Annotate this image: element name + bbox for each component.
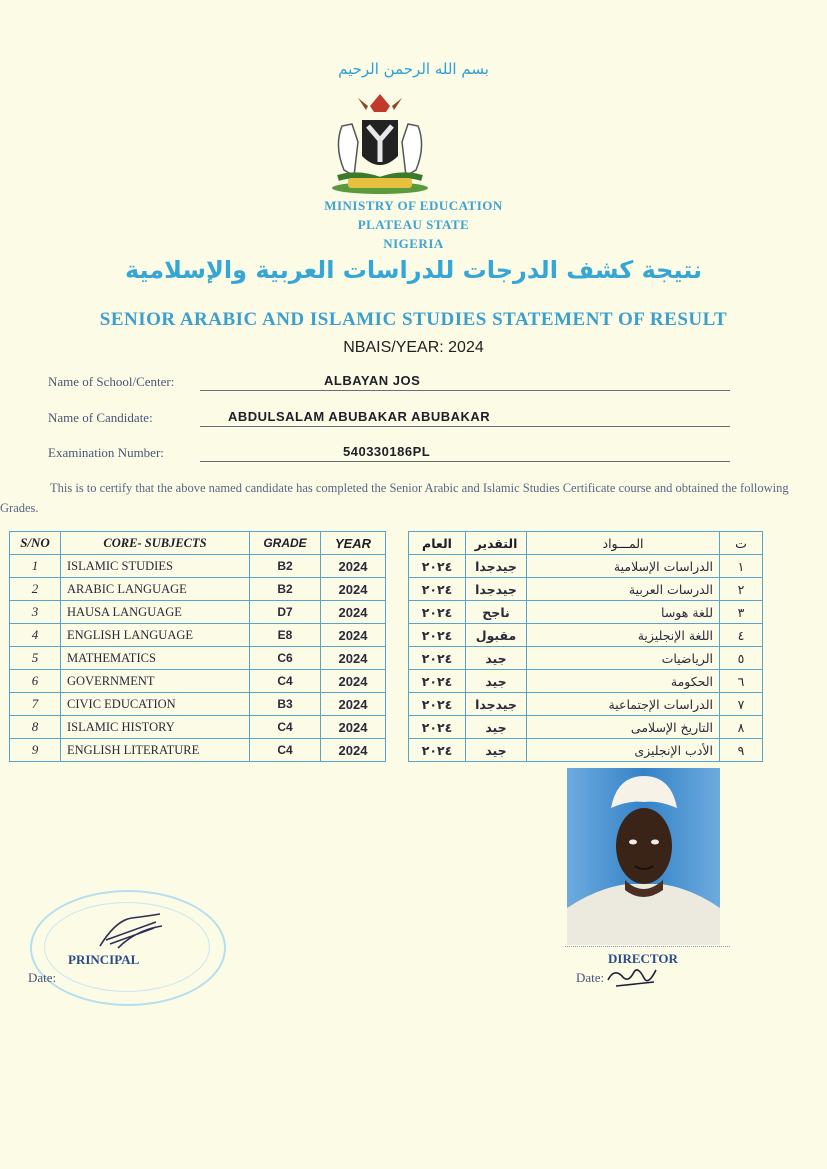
arabic-title: نتيجة كشف الدرجات للدراسات العربية والإسلامية xyxy=(124,256,703,284)
table-row xyxy=(10,670,386,693)
row-arabic-year: ٢٠٢٤ xyxy=(409,601,466,624)
row-sno: 1 xyxy=(10,555,61,578)
table-row xyxy=(409,601,763,624)
row-arabic-grade: جيد xyxy=(466,739,527,762)
row-arabic-number: ١ xyxy=(720,555,763,578)
row-year: 2024 xyxy=(321,670,386,693)
row-arabic-subject: الحكومة xyxy=(527,670,720,693)
row-year: 2024 xyxy=(321,578,386,601)
row-arabic-grade: جيدجدا xyxy=(466,693,527,716)
row-arabic-subject: التاريخ الإسلامى xyxy=(527,716,720,739)
table-header-row xyxy=(10,532,386,555)
header-year: YEAR xyxy=(321,532,386,555)
candidate-line xyxy=(200,408,730,427)
exam-line xyxy=(200,443,730,462)
bismillah: بسم الله الرحمن الرحيم xyxy=(338,60,489,78)
table-row xyxy=(409,555,763,578)
country-name: NIGERIA xyxy=(383,236,444,251)
row-arabic-grade: جيدجدا xyxy=(466,578,527,601)
table-row xyxy=(409,693,763,716)
english-title: SENIOR ARABIC AND ISLAMIC STUDIES STATEMENT OF RESULT xyxy=(99,309,728,330)
school-line xyxy=(200,372,730,391)
arabic-subjects-table xyxy=(408,531,763,762)
row-grade: B3 xyxy=(250,693,321,716)
row-year: 2024 xyxy=(321,739,386,762)
row-arabic-number: ٦ xyxy=(720,670,763,693)
candidate-label: Name of Candidate: xyxy=(48,410,153,425)
table-row xyxy=(409,716,763,739)
row-grade: B2 xyxy=(250,578,321,601)
row-subject: ISLAMIC STUDIES xyxy=(61,555,250,578)
row-year: 2024 xyxy=(321,693,386,716)
state-name: PLATEAU STATE xyxy=(357,217,470,232)
candidate-value: ABDULSALAM ABUBAKAR ABUBAKAR xyxy=(228,409,491,424)
row-arabic-grade: مقبول xyxy=(466,624,527,647)
table-header-row xyxy=(409,532,763,555)
row-sno: 3 xyxy=(10,601,61,624)
row-subject: ENGLISH LANGUAGE xyxy=(61,624,250,647)
row-sno: 2 xyxy=(10,578,61,601)
table-row xyxy=(10,601,386,624)
row-grade: D7 xyxy=(250,601,321,624)
row-arabic-grade: جيد xyxy=(466,716,527,739)
row-arabic-year: ٢٠٢٤ xyxy=(409,693,466,716)
row-arabic-grade: جيد xyxy=(466,670,527,693)
row-arabic-number: ٨ xyxy=(720,716,763,739)
row-grade: E8 xyxy=(250,624,321,647)
row-subject: ENGLISH LITERATURE xyxy=(61,739,250,762)
row-subject: ARABIC LANGUAGE xyxy=(61,578,250,601)
row-arabic-subject: اللغة الإنجليزية xyxy=(527,624,720,647)
row-grade: C4 xyxy=(250,670,321,693)
row-subject: CIVIC EDUCATION xyxy=(61,693,250,716)
row-arabic-year: ٢٠٢٤ xyxy=(409,739,466,762)
header-arabic-year: العام xyxy=(409,532,466,555)
row-arabic-subject: الأدب الإنجليزى xyxy=(527,739,720,762)
row-subject: MATHEMATICS xyxy=(61,647,250,670)
row-year: 2024 xyxy=(321,601,386,624)
row-arabic-number: ٥ xyxy=(720,647,763,670)
row-arabic-number: ٧ xyxy=(720,693,763,716)
director-signature-icon xyxy=(604,962,660,990)
row-arabic-subject: الدراسات الإجتماعية xyxy=(527,693,720,716)
row-arabic-grade: جيدجدا xyxy=(466,555,527,578)
ministry-name: MINISTRY OF EDUCATION xyxy=(324,198,503,213)
row-arabic-number: ٢ xyxy=(720,578,763,601)
director-label: DIRECTOR xyxy=(608,951,678,966)
header-grade: GRADE xyxy=(250,532,321,555)
table-row xyxy=(10,624,386,647)
table-row xyxy=(10,578,386,601)
row-arabic-grade: جيد xyxy=(466,647,527,670)
row-grade: C4 xyxy=(250,739,321,762)
header-arabic-subjects: المـــواد xyxy=(527,532,720,555)
row-sno: 4 xyxy=(10,624,61,647)
row-grade: C6 xyxy=(250,647,321,670)
row-arabic-grade: ناجح xyxy=(466,601,527,624)
row-arabic-year: ٢٠٢٤ xyxy=(409,716,466,739)
row-arabic-number: ٣ xyxy=(720,601,763,624)
table-row xyxy=(10,647,386,670)
table-row xyxy=(409,670,763,693)
row-arabic-year: ٢٠٢٤ xyxy=(409,555,466,578)
coat-of-arms-icon xyxy=(318,86,442,196)
row-sno: 5 xyxy=(10,647,61,670)
certify-text: This is to certify that the above named candidate has completed the Senior Arabic and Islamic Studies Certificate course and obtained the following Grades. xyxy=(0,481,789,515)
candidate-photo-icon xyxy=(567,768,720,945)
row-grade: B2 xyxy=(250,555,321,578)
principal-label: PRINCIPAL xyxy=(68,952,140,967)
row-year: 2024 xyxy=(321,716,386,739)
core-subjects-table xyxy=(9,531,386,762)
table-row xyxy=(10,693,386,716)
table-row xyxy=(409,578,763,601)
table-row xyxy=(10,739,386,762)
row-arabic-year: ٢٠٢٤ xyxy=(409,578,466,601)
year-line: NBAIS/YEAR: 2024 xyxy=(343,339,484,356)
certify-statement xyxy=(0,478,790,518)
director-signature-line xyxy=(565,946,730,947)
row-year: 2024 xyxy=(321,647,386,670)
header-sno: S/NO xyxy=(10,532,61,555)
header-arabic-grade: التقدير xyxy=(466,532,527,555)
header-subjects: CORE- SUBJECTS xyxy=(61,532,250,555)
table-row xyxy=(409,647,763,670)
row-subject: GOVERNMENT xyxy=(61,670,250,693)
row-arabic-year: ٢٠٢٤ xyxy=(409,670,466,693)
candidate-photo xyxy=(567,768,720,945)
row-arabic-subject: للغة هوسا xyxy=(527,601,720,624)
row-sno: 8 xyxy=(10,716,61,739)
row-arabic-year: ٢٠٢٤ xyxy=(409,647,466,670)
school-label: Name of School/Center: xyxy=(48,374,175,389)
table-row xyxy=(409,739,763,762)
school-value: ALBAYAN JOS xyxy=(324,373,421,388)
row-arabic-number: ٤ xyxy=(720,624,763,647)
header-arabic-number: ت xyxy=(720,532,763,555)
table-row xyxy=(409,624,763,647)
row-subject: HAUSA LANGUAGE xyxy=(61,601,250,624)
principal-signature-icon xyxy=(96,910,166,952)
row-year: 2024 xyxy=(321,624,386,647)
principal-date-label: Date: xyxy=(28,970,57,985)
row-sno: 7 xyxy=(10,693,61,716)
exam-value: 540330186PL xyxy=(343,444,431,459)
row-sno: 9 xyxy=(10,739,61,762)
row-arabic-subject: الدراسات الإسلامية xyxy=(527,555,720,578)
table-row xyxy=(10,555,386,578)
exam-label: Examination Number: xyxy=(48,445,164,460)
row-subject: ISLAMIC HISTORY xyxy=(61,716,250,739)
table-row xyxy=(10,716,386,739)
row-grade: C4 xyxy=(250,716,321,739)
row-arabic-subject: الدرسات العربية xyxy=(527,578,720,601)
row-sno: 6 xyxy=(10,670,61,693)
row-year: 2024 xyxy=(321,555,386,578)
director-date-label: Date: xyxy=(576,970,605,985)
row-arabic-number: ٩ xyxy=(720,739,763,762)
row-arabic-year: ٢٠٢٤ xyxy=(409,624,466,647)
row-arabic-subject: الرياضيات xyxy=(527,647,720,670)
